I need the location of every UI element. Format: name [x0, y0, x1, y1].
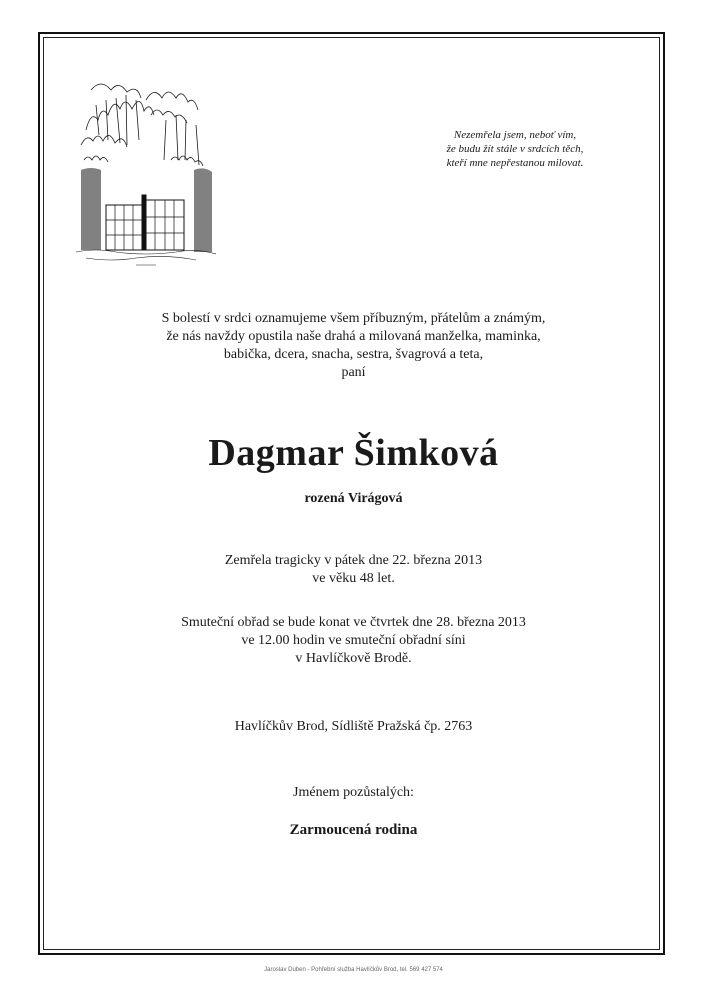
intro-line: babička, dcera, snacha, sestra, švagrová a teta, [223, 347, 484, 362]
poem-line: že budu žít stále v srdcích těch, [446, 143, 584, 155]
family-signature: Zarmoucená rodina [289, 822, 418, 838]
on-behalf-label: Jménem pozůstalých: [293, 785, 414, 800]
announcement-intro [60, 310, 647, 382]
maiden-name: rozená Virágová [304, 491, 403, 506]
intro-line: že nás navždy opustila naše drahá a milovaná manželka, maminka, [166, 329, 541, 344]
funeral-service-footer: Jaroslav Duben - Pohřební služba Havlíčkův Brod, tel. 569 427 574 [264, 967, 443, 973]
cemetery-gate-illustration [76, 70, 216, 270]
poem-verse [400, 128, 630, 170]
ceremony-line: Smuteční obřad se bude konat ve čtvrtek dne 28. března 2013 [181, 615, 526, 630]
intro-line: paní [341, 365, 366, 380]
ceremony-line: v Havlíčkově Brodě. [295, 651, 412, 666]
address: Havlíčkův Brod, Sídliště Pražská čp. 2763 [234, 719, 473, 734]
poem-line: Nezemřela jsem, neboť vím, [453, 129, 577, 141]
ceremony-info [60, 614, 647, 668]
poem-line: kteří mne nepřestanou milovat. [446, 157, 584, 169]
deceased-name: Dagmar Šimková [208, 432, 499, 474]
ceremony-line: ve 12.00 hodin ve smuteční obřadní síni [241, 633, 466, 648]
death-info [60, 552, 647, 588]
intro-line: S bolestí v srdci oznamujeme všem příbuzným, přátelům a známým, [161, 311, 546, 326]
death-line: Zemřela tragicky v pátek dne 22. března 2013 [224, 553, 483, 568]
death-line: ve věku 48 let. [312, 571, 395, 586]
